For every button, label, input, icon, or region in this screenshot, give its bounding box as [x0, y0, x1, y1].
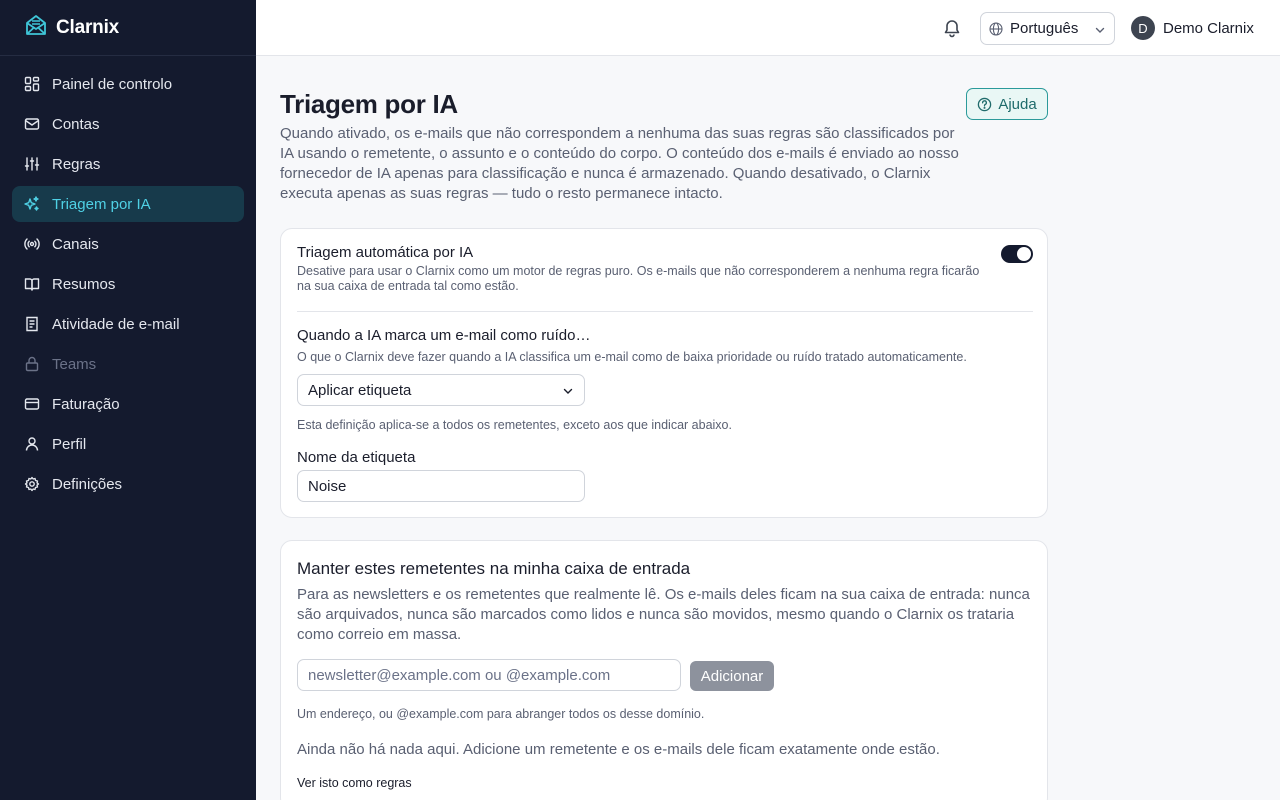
avatar: D: [1131, 16, 1155, 40]
sidebar-item-label: Faturação: [52, 395, 120, 413]
sidebar-item-label: Definições: [52, 475, 123, 493]
view-as-rules-link[interactable]: Ver isto como regras: [297, 776, 412, 790]
help-button-label: Ajuda: [998, 95, 1037, 113]
chevron-down-icon: [1094, 23, 1106, 35]
scope-note: Esta definição aplica-se a todos os remetentes, exceto aos que indicar abaixo.: [297, 418, 732, 432]
sidebar-item-billing[interactable]: [12, 386, 244, 422]
sidebar: [0, 0, 256, 800]
user-icon: [24, 436, 40, 452]
add-sender-button[interactable]: Adicionar: [690, 661, 774, 691]
sparkles-icon: [24, 196, 40, 212]
sender-input-hint: Um endereço, ou @example.com para abranger todos os desse domínio.: [297, 707, 705, 721]
sliders-icon: [24, 156, 40, 172]
envelope-logo-icon: [24, 13, 48, 42]
sidebar-item-teams: [12, 346, 244, 382]
mail-icon: [24, 116, 40, 132]
keep-senders-description: Para as newsletters e os remetentes que realmente lê. Os e-mails deles ficam na sua caixa de entrada: nunca são arquivados, nunca são marcados como lidos e nunca são movidos, mesmo quando o Clarnix os trataria como correio em massa.: [297, 586, 1030, 643]
noise-action-description: O que o Clarnix deve fazer quando a IA classifica um e-mail como de baixa prioridade ou ruído tratado automaticamente.: [297, 350, 967, 364]
noise-action-value: Aplicar etiqueta: [308, 381, 412, 399]
keep-senders-card: [280, 540, 1048, 800]
brand[interactable]: [0, 0, 256, 56]
bell-icon[interactable]: [942, 18, 962, 38]
language-value: Português: [1010, 20, 1079, 37]
page-description: Quando ativado, os e-mails que não correspondem a nenhuma das suas regras são classificados por IA usando o remetente, o assunto e o conteúdo do corpo. O conteúdo dos e-mails é enviado ao nosso fornecedor de IA apenas para classificação e nunca é armazenado. Quando desativado, o Clarnix executa apenas as suas regras — tudo o resto permanece intacto.: [280, 125, 959, 202]
sidebar-item-label: Triagem por IA: [52, 195, 151, 213]
auto-triage-title: Triagem automática por IA: [297, 244, 474, 261]
sidebar-item-email-activity[interactable]: [12, 306, 244, 342]
credit-card-icon: [24, 396, 40, 412]
sidebar-item-label: Canais: [52, 235, 99, 253]
sidebar-item-label: Perfil: [52, 435, 87, 453]
top-header: [256, 0, 1280, 56]
lock-icon: [24, 356, 40, 372]
user-name: Demo Clarnix: [1163, 19, 1254, 37]
sidebar-item-label: Painel de controlo: [52, 75, 173, 93]
language-select[interactable]: [980, 12, 1115, 45]
auto-triage-card: [280, 228, 1048, 518]
sidebar-item-profile[interactable]: [12, 426, 244, 462]
label-name-title: Nome da etiqueta: [297, 449, 416, 466]
noise-action-select[interactable]: [297, 374, 585, 406]
chevron-down-icon: [562, 384, 574, 396]
globe-icon: [989, 22, 1003, 36]
brand-name: Clarnix: [56, 16, 120, 38]
auto-triage-toggle[interactable]: [1001, 245, 1033, 263]
auto-triage-description: Desative para usar o Clarnix como um motor de regras puro. Os e-mails que não corresponderem a nenhuma regra ficarão na sua caixa de entrada tal como estão.: [297, 264, 980, 293]
help-circle-icon: [977, 97, 992, 112]
divider: [297, 311, 1033, 312]
user-menu[interactable]: [1131, 16, 1254, 40]
empty-state: Ainda não há nada aqui. Adicione um remetente e os e-mails dele ficam exatamente onde estão.: [297, 741, 940, 758]
sidebar-item-accounts[interactable]: [12, 106, 244, 142]
sidebar-item-label: Atividade de e-mail: [52, 315, 180, 333]
sidebar-item-channels[interactable]: [12, 226, 244, 262]
noise-action-title: Quando a IA marca um e-mail como ruído…: [297, 327, 591, 344]
broadcast-icon: [24, 236, 40, 252]
keep-senders-title: Manter estes remetentes na minha caixa de entrada: [297, 559, 691, 578]
dashboard-icon: [24, 76, 40, 92]
receipt-icon: [24, 316, 40, 332]
page-title: Triagem por IA: [280, 89, 458, 119]
sidebar-item-label: Regras: [52, 155, 101, 173]
sidebar-item-summaries[interactable]: [12, 266, 244, 302]
book-icon: [24, 276, 40, 292]
gear-icon: [24, 476, 40, 492]
sidebar-item-settings[interactable]: [12, 466, 244, 502]
label-name-input[interactable]: [297, 470, 585, 502]
sidebar-item-label: Resumos: [52, 275, 116, 293]
sender-input[interactable]: [297, 659, 681, 691]
sidebar-nav: [0, 56, 256, 516]
sidebar-item-label: Teams: [52, 355, 97, 373]
help-button[interactable]: [966, 88, 1048, 120]
sidebar-item-label: Contas: [52, 115, 100, 133]
sidebar-item-rules[interactable]: [12, 146, 244, 182]
sidebar-item-ai-triage[interactable]: [12, 186, 244, 222]
sidebar-item-dashboard[interactable]: [12, 66, 244, 102]
